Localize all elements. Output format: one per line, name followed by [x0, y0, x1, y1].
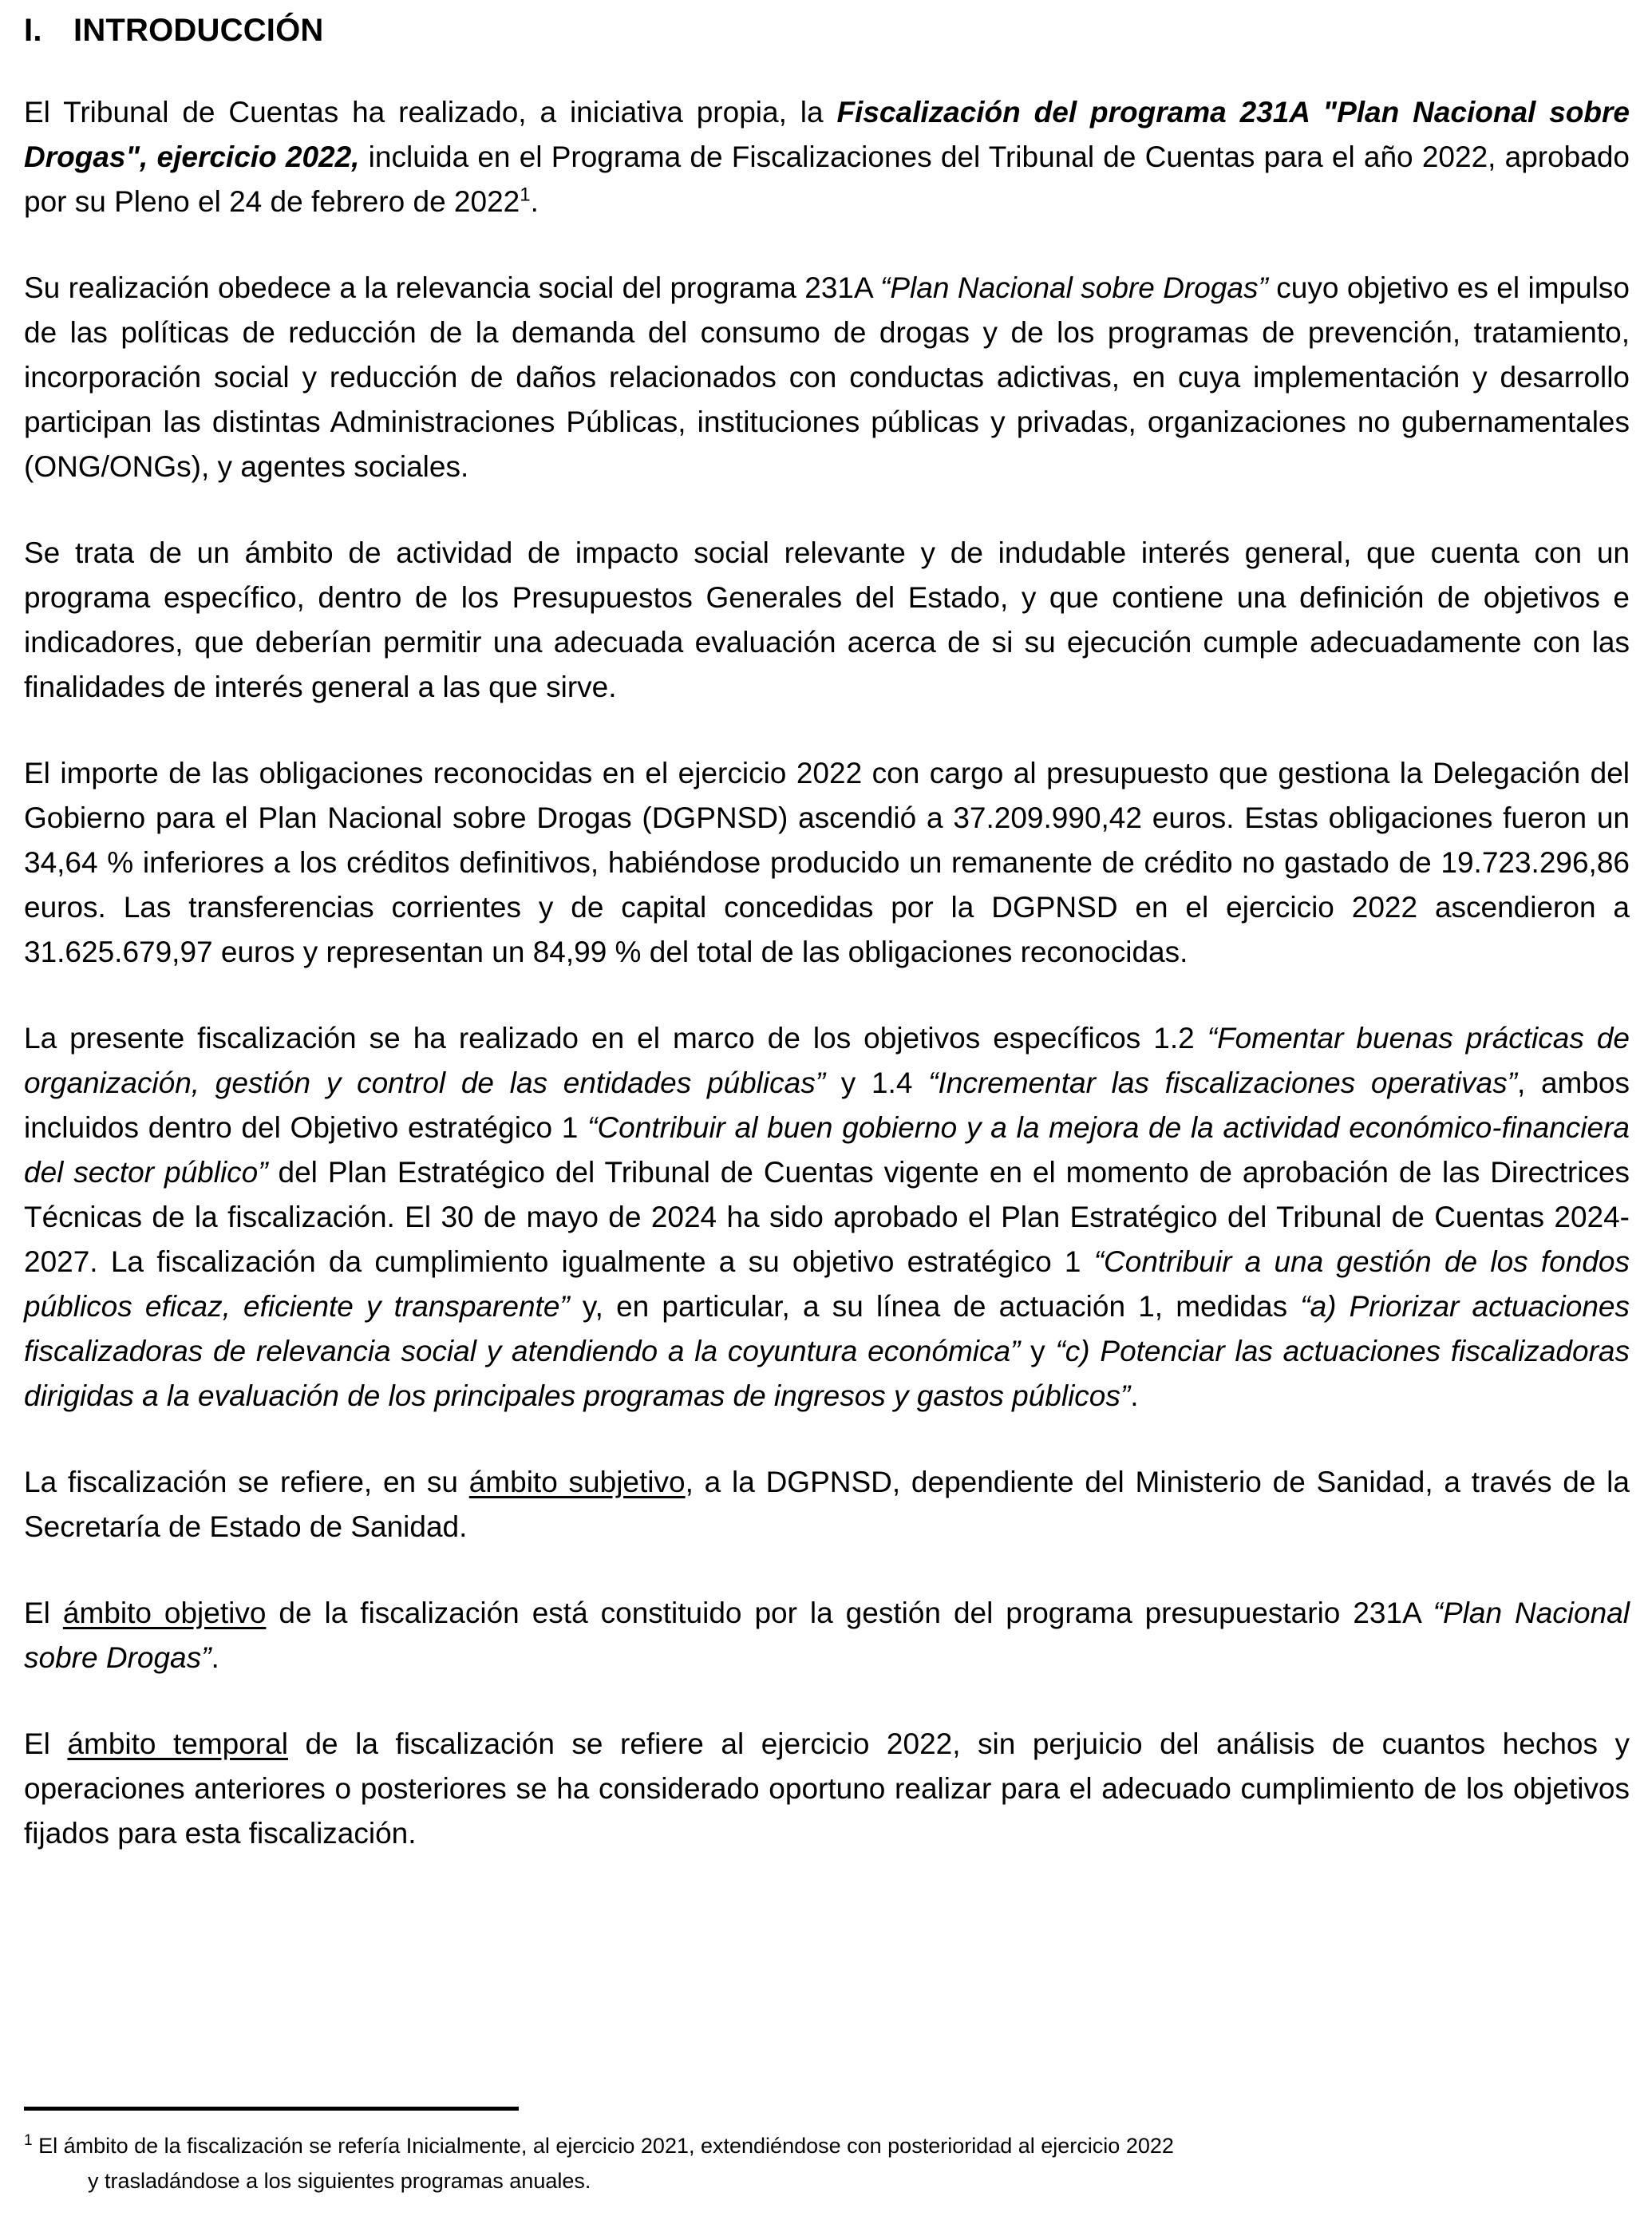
text-segment: El: [24, 1597, 63, 1629]
paragraph-subjective-scope: [24, 1460, 1630, 1549]
text-segment: Su realización obedece a la relevancia social del programa 231A: [24, 271, 881, 304]
program-name-emphasis: “Plan Nacional sobre Drogas”: [24, 1597, 1630, 1674]
section-numeral: I.: [24, 13, 42, 48]
scope-term-objective: ámbito objetivo: [62, 1597, 267, 1629]
paragraph-budget-figures: El importe de las obligaciones reconocidas en el ejercicio 2022 con cargo al presupuesto que gestiona la Delegación del Gobierno para el Plan Nacional sobre Drogas (DGPNSD) ascendió a 37.209.990,42 euros. Estas obligaciones fueron un 34,64 % inferiores a los créditos definitivos, habiéndose producido un remanente de crédito no gastado de 19.723.296,86 euros. Las transferencias corrientes y de capital concedidas por la DGPNSD en el ejercicio 2022 ascendieron a 31.625.679,97 euros y representan un 84,99 % del total de las obligaciones reconocidas.: [24, 757, 1630, 968]
text-segment: incluida en el Programa de Fiscalizaciones del Tribunal de Cuentas para el año 2022, aprobado por su Pleno el 24 de febrero de 2022: [24, 140, 1630, 218]
footnote-text-line-2: y trasladándose a los siguientes programas anuales.: [88, 2169, 591, 2193]
paragraph-temporal-scope: [24, 1722, 1630, 1856]
text-segment: , ambos incluidos dentro del Objetivo estratégico 1: [24, 1066, 1630, 1144]
footnote-separator-rule: [24, 2107, 519, 2111]
paragraph-objective-scope: [24, 1591, 1630, 1680]
text-segment: El: [24, 1727, 68, 1760]
text-segment: El Tribunal de Cuentas ha realizado, a iniciativa propia, la: [24, 96, 837, 129]
footnote-reference[interactable]: 1: [520, 184, 531, 206]
paragraph-introduction-scope: [24, 90, 1630, 224]
text-segment: , a la DGPNSD, dependiente del Ministerio de Sanidad, a través de la Secretaría de Estado de Sanidad.: [24, 1466, 1630, 1543]
footnote-number: 1: [24, 2132, 33, 2149]
audit-title-emphasis: Fiscalización del programa 231A "Plan Nacional sobre Drogas", ejercicio 2022,: [24, 96, 1630, 173]
text-segment: .: [211, 1641, 219, 1674]
footnote-area: [24, 2107, 1630, 2198]
text-segment: .: [530, 185, 539, 218]
paragraph-social-relevance: [24, 266, 1630, 489]
objective-quote: “Fomentar buenas prácticas de organización, gestión y control de las entidades públicas”: [24, 1022, 1630, 1099]
section-title-text: INTRODUCCIÓN: [73, 13, 324, 48]
text-segment: del Plan Estratégico del Tribunal de Cuentas vigente en el momento de aprobación de las Directrices Técnicas de la fiscalización. El 30 de mayo de 2024 ha sido aprobado el Plan Estratégico del Tribunal de Cuentas 2024-2027. La fiscalización da cumplimiento igualmente a su objetivo estratégico 1: [24, 1156, 1630, 1278]
text-segment: de la fiscalización se refiere al ejercicio 2022, sin perjuicio del análisis de cuantos hechos y operaciones anteriores o posteriores se ha considerado oportuno realizar para el adecuado cumplimiento de los objetivos fijados para esta fiscalización.: [24, 1727, 1630, 1850]
text-segment: cuyo objetivo es el impulso de las políticas de reducción de la demanda del consumo de drogas y de los programas de prevención, tratamiento, incorporación social y reducción de daños relacionados con conductas adictivas, en cuya implementación y desarrollo participan las distintas Administraciones Públicas, instituciones públicas y privadas, organizaciones no gubernamentales (ONG/ONGs), y agentes sociales.: [24, 271, 1630, 483]
text-segment: y, en particular, a su línea de actuación 1, medidas: [569, 1290, 1301, 1323]
objective-quote: “Incrementar las fiscalizaciones operativas”: [928, 1066, 1517, 1099]
footnote-1: [24, 2128, 1630, 2198]
measure-quote: “c) Potenciar las actuaciones fiscalizadoras dirigidas a la evaluación de los principales programas de ingresos y gastos públicos”: [24, 1335, 1630, 1412]
footnote-text-line-1: El ámbito de la fiscalización se refería Inicialmente, al ejercicio 2021, extendiéndose con posterioridad al ejercicio 2022: [32, 2134, 1174, 2158]
text-segment: .: [1130, 1379, 1139, 1412]
scope-term-subjective: ámbito subjetivo: [468, 1466, 686, 1498]
text-segment: y 1.4: [825, 1066, 929, 1099]
paragraph-strategic-objectives: [24, 1016, 1630, 1419]
scope-term-temporal: ámbito temporal: [67, 1727, 288, 1760]
paragraph-activity-scope: Se trata de un ámbito de actividad de impacto social relevante y de indudable interés general, que cuenta con un programa específico, dentro de los Presupuestos Generales del Estado, y que contiene una definición de objetivos e indicadores, que deberían permitir una adecuada evaluación acerca de si su ejecución cumple adecuadamente con las finalidades de interés general a las que sirve.: [24, 536, 1630, 703]
page-title: [24, 0, 1630, 49]
text-segment: de la fiscalización está constituido por la gestión del programa presupuestario 231A: [266, 1597, 1433, 1629]
objective-quote: “Contribuir al buen gobierno y a la mejora de la actividad económico-financiera del sector público”: [24, 1111, 1630, 1189]
text-segment: La fiscalización se refiere, en su: [24, 1466, 469, 1498]
text-segment: y: [1020, 1335, 1056, 1367]
measure-quote: “a) Priorizar actuaciones fiscalizadoras de relevancia social y atendiendo a la coyuntura económica”: [24, 1290, 1630, 1367]
text-segment: La presente fiscalización se ha realizado en el marco de los objetivos específicos 1.2: [24, 1022, 1207, 1055]
objective-quote: “Contribuir a una gestión de los fondos públicos eficaz, eficiente y transparente”: [24, 1245, 1630, 1323]
program-name-emphasis: “Plan Nacional sobre Drogas”: [880, 271, 1268, 304]
